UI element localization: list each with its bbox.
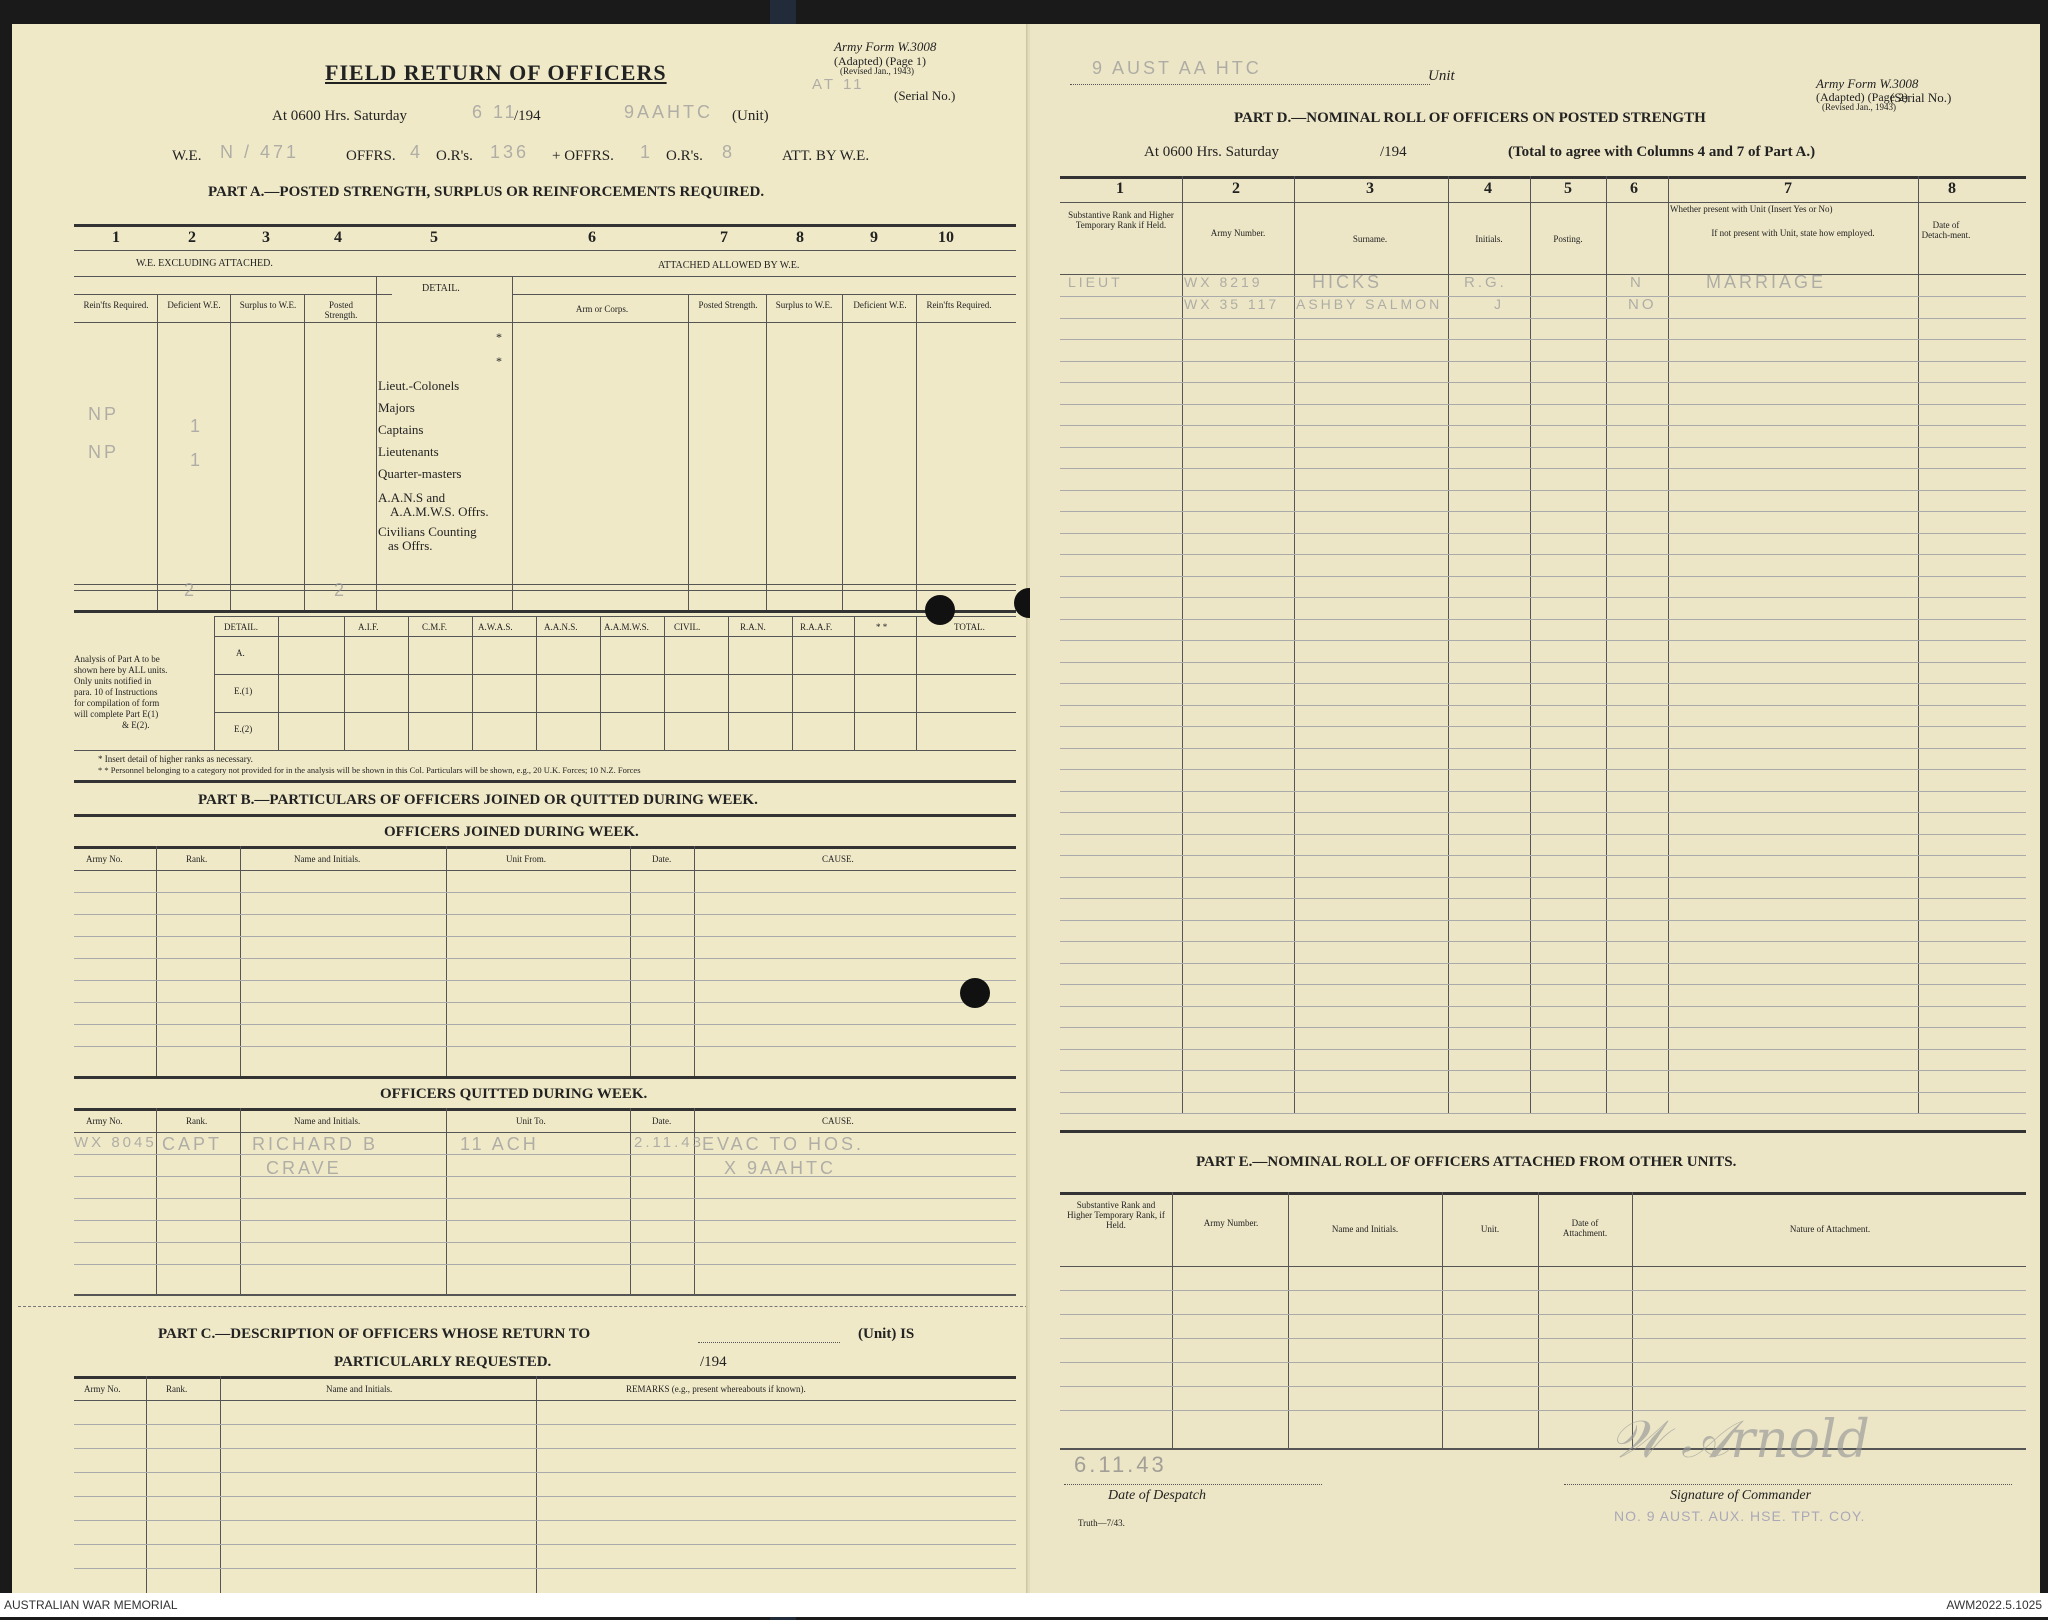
analysis-note: & E(2). (122, 720, 150, 730)
attached-allowed-header: ATTACHED ALLOWED BY W.E. (658, 260, 800, 271)
footer-bar (0, 1593, 2048, 1617)
analysis-col: A.A.M.W.S. (604, 622, 649, 632)
col-num: 2 (188, 229, 196, 246)
plus-offrs-label: + OFFRS. (552, 148, 614, 164)
year-label: /194 (514, 108, 541, 124)
roll-rule-line (1060, 748, 2026, 749)
detail-header: DETAIL. (422, 283, 460, 294)
unit-label: (Unit) (732, 108, 769, 124)
quitted-heading: OFFICERS QUITTED DURING WEEK. (380, 1086, 648, 1102)
roll-rule-line (1060, 339, 2026, 340)
at-hours-label: At 0600 Hrs. Saturday (272, 108, 407, 124)
rank-label: Civilians Counting (378, 524, 477, 539)
subhead: Arm or Corps. (575, 304, 629, 314)
roll-header: Substantive Rank and Higher Temporary Rank if Held. (1068, 210, 1174, 230)
hw-roll: MARRIAGE (1706, 272, 1827, 292)
hw-roll: WX 35 117 (1184, 296, 1280, 312)
analysis-note: will complete Part E(1) (74, 709, 159, 719)
hw-unit: 9AAHTC (624, 102, 714, 122)
roll-header: Date of Detach-ment. (1921, 220, 1971, 240)
part-a-heading: PART A.—POSTED STRENGTH, SURPLUS OR REINFORCEMENTS REQUIRED. (208, 184, 765, 200)
roll-rule-line (1060, 619, 2026, 620)
punch-hole (960, 978, 990, 1008)
hw-quitted: X 9AAHTC (724, 1158, 837, 1178)
analysis-col: * * (876, 622, 888, 632)
serial-label: (Serial No.) (1890, 90, 1952, 105)
rank-label: Lieutenants (378, 444, 439, 459)
subhead: Posted Strength. (324, 300, 358, 320)
at-hours-label: At 0600 Hrs. Saturday (1144, 144, 1279, 160)
subhead: Deficient W.E. (167, 300, 221, 310)
part-e-header: Substantive Rank and Higher Temporary Rank, if Held. (1067, 1200, 1165, 1230)
part-e-header: Unit. (1480, 1224, 1500, 1234)
hw-roll: N (1630, 274, 1644, 291)
ors2-label: O.R's. (666, 148, 703, 164)
form-adapted: (Adapted) (Page 1) (834, 54, 926, 68)
hw-quitted: RICHARD B (252, 1134, 379, 1154)
footer-catalogue-id: AWM2022.5.1025 (1946, 1598, 2042, 1612)
roll-rule-line (1060, 533, 2026, 534)
footnote: * Insert detail of higher ranks as necessary. (98, 754, 253, 764)
col-num: 7 (720, 229, 728, 246)
we-label: W.E. (172, 148, 202, 164)
col-num: 8 (796, 229, 804, 246)
roll-rule-line (1060, 683, 2026, 684)
hw-ors: 136 (490, 142, 530, 162)
roll-rule-line (1060, 490, 2026, 491)
part-c-year: /194 (700, 1354, 727, 1370)
unit-label: Unit (1428, 68, 1455, 84)
part-e-header: Date of Attachment. (1562, 1218, 1608, 1238)
part-e-heading: PART E.—NOMINAL ROLL OF OFFICERS ATTACHED FROM OTHER UNITS. (1196, 1154, 1737, 1170)
roll-rule-line (1060, 1049, 2026, 1050)
part-c-heading: PART C.—DESCRIPTION OF OFFICERS WHOSE RETURN TO (158, 1326, 591, 1342)
roll-rule-line (1060, 1006, 2026, 1007)
form-revised: (Revised Jan., 1943) (1822, 102, 1896, 112)
col-num: 2 (1232, 180, 1240, 197)
hw-quitted: 11 ACH (460, 1134, 539, 1154)
hw-roll: ASHBY SALMON (1296, 296, 1443, 312)
roll-rule-line (1060, 404, 2026, 405)
roll-rule-line (1060, 941, 2026, 942)
rank-label: A.A.M.W.S. Offrs. (390, 504, 489, 519)
analysis-col: C.M.F. (422, 622, 448, 632)
joined-col: Date. (652, 854, 672, 864)
rank-label: Majors (378, 400, 415, 415)
hw-offrs2: 1 (640, 142, 654, 162)
col-num: 6 (1630, 180, 1638, 197)
analysis-note: shown here by ALL units. (74, 665, 168, 675)
quitted-col: CAUSE. (822, 1116, 854, 1126)
part-e-header: Nature of Attachment. (1789, 1224, 1871, 1234)
analysis-row: A. (236, 648, 245, 658)
serial-label: (Serial No.) (894, 88, 956, 103)
col-num: 3 (1366, 180, 1374, 197)
quitted-col: Date. (652, 1116, 672, 1126)
despatch-label: Date of Despatch (1108, 1488, 1206, 1503)
roll-rule-line (1060, 468, 2026, 469)
binding-strap (770, 0, 796, 24)
part-c-unit: (Unit) IS (858, 1326, 915, 1342)
col-num: 5 (430, 229, 438, 246)
part-d-heading: PART D.—NOMINAL ROLL OF OFFICERS ON POSTED STRENGTH (1234, 110, 1706, 126)
rank-label: as Offrs. (388, 538, 433, 553)
col-num: 3 (262, 229, 270, 246)
joined-col: Army No. (86, 854, 123, 864)
analysis-row: E.(1) (234, 686, 253, 696)
form-id: Army Form W.3008 (1816, 76, 1919, 91)
part-c-col: Name and Initials. (326, 1384, 393, 1394)
part-c-col: Rank. (166, 1384, 188, 1394)
col-num: 10 (938, 229, 954, 246)
subhead: Posted Strength. (698, 300, 758, 310)
hw-roll: NO (1628, 296, 1657, 313)
analysis-col: A.I.F. (358, 622, 379, 632)
rank-label: Lieut.-Colonels (378, 378, 460, 393)
col-num: 8 (1948, 180, 1956, 197)
roll-rule-line (1060, 1070, 2026, 1071)
col-num: 5 (1564, 180, 1572, 197)
quitted-col: Rank. (186, 1116, 208, 1126)
hw-date: 6 11 (472, 102, 518, 122)
roll-rule-line (1060, 1027, 2026, 1028)
hw-roll: WX 8219 (1184, 274, 1263, 290)
footnote: * * Personnel belonging to a category not provided for in the analysis will be shown in this Col. Particulars will be shown, e.g., 20 U.K. Forces; 10 N.Z. Forces (98, 765, 641, 775)
quitted-col: Unit To. (516, 1116, 546, 1126)
col-num: 4 (334, 229, 342, 246)
roll-rule-line (1060, 511, 2026, 512)
roll-rule-line (1060, 318, 2026, 319)
roll-rule-line (1060, 705, 2026, 706)
roll-rule-line (1060, 726, 2026, 727)
subhead: Deficient W.E. (853, 300, 907, 310)
roll-rule-line (1060, 963, 2026, 964)
part-c-col: Army No. (84, 1384, 121, 1394)
joined-col: Rank. (186, 854, 208, 864)
roll-rule-line (1060, 855, 2026, 856)
joined-col: Unit From. (506, 854, 547, 864)
subhead: Surplus to W.E. (775, 300, 833, 310)
roll-rule-line (1060, 1113, 2026, 1114)
form-page-1: FIELD RETURN OF OFFICERS Army Form W.3008 (Adapted) (Page 1) (Revised Jan., 1943) (Serial No.) AT 11 At 0600 Hrs. Saturday 6 11 /194 9AAHTC (Unit) W.E. N / 471 OFFRS. 4 O.R's. 136 + OFFRS. 1 O.R's. 8 ATT. BY W.E. PART A.—POSTED STRENGTH, SURPLUS OR REINFORCEMENTS REQUIRED. 1 2 3 4 5 6 7 8 9 10 W.E. EXCLUDING ATTACHED. DETAIL. ATTACHED ALLOWED BY W.E. Rein'fts Required. Deficient W.E. Surplus to W.E. Posted Strength. Arm or Corps. Posted Strength. Surplus to W.E. Deficient W.E. Rein'fts Required. * * Lieut.-Colonels Majors Captains Lieutenants Quarter-masters A.A.N.S and A.A.M.W.S. Offrs. Civilians Counting as Offrs. NP NP 1 1 2 2 Analysis of Part A to be shown here by ALL units. Only units notified in para. 10 of Instructions for compilation of form will complete Part E(1) & E(2). DETAIL. A.I.F. C.M.F. A.W.A.S. A.A.N.S. A.A.M.W.S. CIVIL. R.A.N. R.A.A.F. * * TOTAL. A. E.(1) E.(2) * Insert detail of higher ranks as necessary. * * Personnel belonging to a category not provided for in the analysis will be shown in this Col. Particulars will be shown, e.g., 20 U.K. Forces; 10 N.Z. Forces PART B.—PARTICULARS OF OFFICERS JOINED OR QUITTED DURING WEEK. OFFICERS JOINED DURING WEEK. Army No. Rank. Name and Initials. Unit From. Date. CAUSE. OFFICERS QUITTED DURING WEEK. Army No. Rank. Name and Initials. Unit To. Date. CAUSE. WX 8045 CAPT RICHARD B CRAVE 11 ACH 2.11.43 EVAC TO HOS. X 9AAHTC PART C.—DESCRIPTION OF OFFICERS WHOSE RETURN TO (Unit) IS PARTICULARLY REQUESTED. /194 Army No. Rank. Name and Initials. REMARKS (e.g., present whereabouts if known). (12, 24, 1030, 1602)
analysis-col: R.A.A.F. (800, 622, 833, 632)
roll-rule-line (1060, 877, 2026, 878)
quitted-col: Army No. (86, 1116, 123, 1126)
printer-mark: Truth—7/43. (1078, 1518, 1125, 1528)
part-e-header: Name and Initials. (1331, 1224, 1399, 1234)
joined-col: Name and Initials. (294, 854, 361, 864)
col-num: 9 (870, 229, 878, 246)
roll-rule-line (1060, 898, 2026, 899)
we-excluding-header: W.E. EXCLUDING ATTACHED. (136, 258, 273, 269)
roll-rule-line (1060, 640, 2026, 641)
rank-label: A.A.N.S and (378, 490, 446, 505)
subhead: Surplus to W.E. (239, 300, 297, 310)
hw-offrs: 4 (410, 142, 424, 162)
hw-ors2: 8 (722, 142, 736, 162)
hw-we: N / 471 (220, 142, 300, 162)
part-b-heading: PART B.—PARTICULARS OF OFFICERS JOINED OR QUITTED DURING WEEK. (198, 792, 758, 808)
roll-rule-line (1060, 361, 2026, 362)
hw-unit: 9 AUST AA HTC (1092, 58, 1262, 78)
roll-rule-line (1060, 1092, 2026, 1093)
quitted-col: Name and Initials. (294, 1116, 361, 1126)
analysis-col: A.A.N.S. (544, 622, 578, 632)
roll-rule-line (1060, 812, 2026, 813)
ors-label: O.R's. (436, 148, 473, 164)
form-id: Army Form W.3008 (834, 39, 937, 54)
analysis-col: R.A.N. (740, 622, 766, 632)
punch-hole (925, 595, 955, 625)
roll-rule-line (1060, 447, 2026, 448)
roll-rule-line (1060, 425, 2026, 426)
roll-rule-line (1060, 576, 2026, 577)
signature-label: Signature of Commander (1670, 1488, 1812, 1503)
hw-quitted: CRAVE (266, 1158, 342, 1178)
roll-rule-line (1060, 791, 2026, 792)
total-note: (Total to agree with Columns 4 and 7 of Part A.) (1508, 144, 1816, 160)
part-e-header: Army Number. (1203, 1218, 1259, 1228)
roll-header: If not present with Unit, state how employed. (1711, 228, 1875, 238)
roll-header: Posting. (1553, 234, 1583, 244)
form-revised: (Revised Jan., 1943) (840, 66, 914, 76)
hw-np: NP (88, 404, 120, 424)
form-adapted: (Adapted) (Page 2) (1816, 90, 1908, 104)
roll-rule-line (1060, 984, 2026, 985)
analysis-note: Only units notified in (74, 676, 152, 686)
roll-rule-line (1060, 554, 2026, 555)
analysis-note: Analysis of Part A to be (74, 654, 160, 664)
joined-heading: OFFICERS JOINED DURING WEEK. (384, 824, 639, 840)
roll-header: Initials. (1475, 234, 1503, 244)
col-num: 7 (1784, 180, 1792, 197)
analysis-col: A.W.A.S. (478, 622, 513, 632)
roll-header: Whether present with Unit (Insert Yes or No) (1670, 204, 1833, 214)
year-label: /194 (1380, 144, 1407, 160)
hw-despatch-date: 6.11.43 (1074, 1452, 1167, 1477)
form-page-2 (1030, 24, 2040, 1602)
col-num: 1 (112, 229, 120, 246)
roll-rule-line (1060, 920, 2026, 921)
form-title: FIELD RETURN OF OFFICERS (325, 60, 667, 85)
joined-col: CAUSE. (822, 854, 854, 864)
roll-rule-line (1060, 597, 2026, 598)
att-label: ATT. BY W.E. (782, 148, 870, 164)
roll-rule-line (1060, 769, 2026, 770)
roll-header: Surname. (1352, 234, 1388, 244)
col-num: 1 (1116, 180, 1124, 197)
unit-stamp: NO. 9 AUST. AUX. HSE. TPT. COY. (1614, 1508, 1866, 1524)
hw-quitted: 2.11.43 (634, 1134, 704, 1151)
hw-roll: HICKS (1312, 272, 1383, 292)
analysis-col: TOTAL. (954, 622, 985, 632)
offrs-label: OFFRS. (346, 148, 396, 164)
col-num: 6 (588, 229, 596, 246)
analysis-note: para. 10 of Instructions (74, 687, 158, 697)
rank-label: Quarter-masters (378, 466, 462, 481)
hw-serial: AT 11 (812, 76, 865, 93)
hw-quitted: WX 8045 (74, 1134, 157, 1151)
footer-source: AUSTRALIAN WAR MEMORIAL (4, 1598, 178, 1612)
subhead: Rein'fts Required. (926, 300, 992, 310)
analysis-col: DETAIL. (224, 622, 259, 632)
part-c-col: REMARKS (e.g., present whereabouts if known). (626, 1384, 806, 1394)
hw-roll: R.G. (1464, 274, 1507, 291)
part-c-requested: PARTICULARLY REQUESTED. (334, 1354, 552, 1370)
hw-quitted: CAPT (162, 1134, 223, 1154)
hw-roll: J (1494, 296, 1504, 312)
roll-rule-line (1060, 382, 2026, 383)
rank-label: Captains (378, 422, 424, 437)
analysis-col: CIVIL. (674, 622, 701, 632)
commander-signature: 𝒲 𝒜rnold (1610, 1410, 1870, 1470)
roll-rule-line (1060, 834, 2026, 835)
analysis-row: E.(2) (234, 724, 253, 734)
hw-roll: LIEUT (1068, 274, 1123, 290)
roll-header: Army Number. (1210, 228, 1266, 238)
col-num: 4 (1484, 180, 1492, 197)
roll-rule-line (1060, 662, 2026, 663)
hw-quitted: EVAC TO HOS. (702, 1134, 865, 1154)
hw-np: NP (88, 442, 120, 462)
analysis-note: for compilation of form (74, 698, 160, 708)
subhead: Rein'fts Required. (83, 300, 149, 310)
